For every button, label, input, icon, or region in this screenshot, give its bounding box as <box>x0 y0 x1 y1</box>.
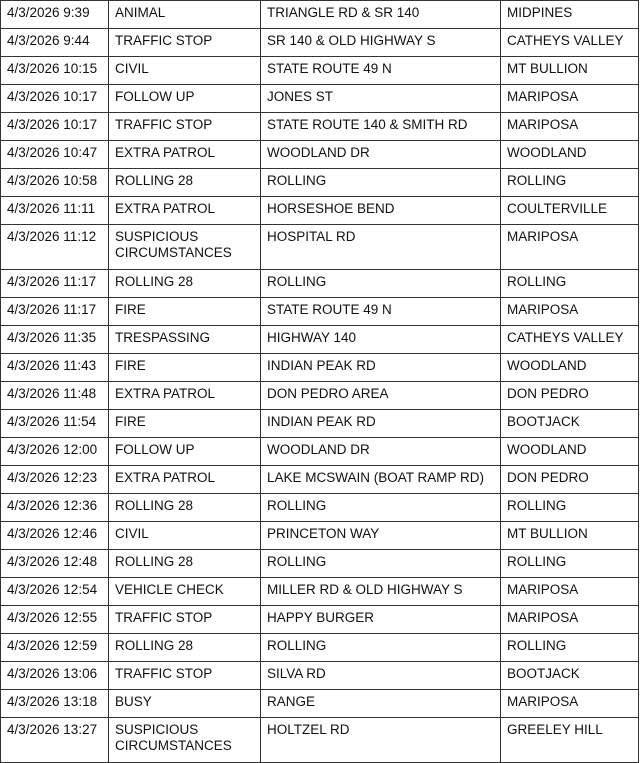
call-type-cell: ROLLING 28 <box>109 634 261 662</box>
location-cell: ROLLING <box>261 494 501 522</box>
call-type-cell: ROLLING 28 <box>109 550 261 578</box>
location-cell: HAPPY BURGER <box>261 606 501 634</box>
table-row <box>1 662 639 690</box>
call-type-cell: TRAFFIC STOP <box>109 606 261 634</box>
time-cell: 4/3/2026 10:47 <box>1 141 109 169</box>
time-cell: 4/3/2026 11:48 <box>1 382 109 410</box>
time-cell: 4/3/2026 11:35 <box>1 326 109 354</box>
table-row <box>1 522 639 550</box>
time-cell: 4/3/2026 12:00 <box>1 438 109 466</box>
area-cell: MT BULLION <box>501 522 639 550</box>
location-cell: ROLLING <box>261 169 501 197</box>
location-cell: MILLER RD & OLD HIGHWAY S <box>261 578 501 606</box>
location-cell: TRIANGLE RD & SR 140 <box>261 1 501 29</box>
call-type-cell: FIRE <box>109 410 261 438</box>
call-type-cell: TRAFFIC STOP <box>109 113 261 141</box>
time-cell: 4/3/2026 12:23 <box>1 466 109 494</box>
time-cell: 4/3/2026 9:39 <box>1 1 109 29</box>
location-cell: WOODLAND DR <box>261 438 501 466</box>
location-cell: INDIAN PEAK RD <box>261 354 501 382</box>
table-row <box>1 578 639 606</box>
time-cell: 4/3/2026 12:55 <box>1 606 109 634</box>
area-cell: ROLLING <box>501 550 639 578</box>
area-cell: MARIPOSA <box>501 690 639 718</box>
area-cell: WOODLAND <box>501 141 639 169</box>
call-type-cell: CIVIL <box>109 57 261 85</box>
location-cell: HOSPITAL RD <box>261 225 501 270</box>
time-cell: 4/3/2026 9:44 <box>1 29 109 57</box>
location-cell: HORSESHOE BEND <box>261 197 501 225</box>
area-cell: MIDPINES <box>501 1 639 29</box>
location-cell: STATE ROUTE 49 N <box>261 57 501 85</box>
table-row <box>1 382 639 410</box>
location-cell: RANGE <box>261 690 501 718</box>
area-cell: COULTERVILLE <box>501 197 639 225</box>
time-cell: 4/3/2026 11:12 <box>1 225 109 270</box>
call-type-cell: BUSY <box>109 690 261 718</box>
table-row <box>1 550 639 578</box>
time-cell: 4/3/2026 10:17 <box>1 85 109 113</box>
table-row <box>1 85 639 113</box>
table-row <box>1 326 639 354</box>
call-type-cell: FIRE <box>109 298 261 326</box>
time-cell: 4/3/2026 11:17 <box>1 298 109 326</box>
time-cell: 4/3/2026 10:17 <box>1 113 109 141</box>
location-cell: HIGHWAY 140 <box>261 326 501 354</box>
table-row <box>1 634 639 662</box>
location-cell: SR 140 & OLD HIGHWAY S <box>261 29 501 57</box>
area-cell: MARIPOSA <box>501 113 639 141</box>
call-type-cell: TRAFFIC STOP <box>109 29 261 57</box>
call-type-cell: ROLLING 28 <box>109 270 261 298</box>
area-cell: MARIPOSA <box>501 578 639 606</box>
location-cell: WOODLAND DR <box>261 141 501 169</box>
area-cell: BOOTJACK <box>501 410 639 438</box>
area-cell: ROLLING <box>501 634 639 662</box>
location-cell: ROLLING <box>261 270 501 298</box>
area-cell: CATHEYS VALLEY <box>501 326 639 354</box>
area-cell: WOODLAND <box>501 438 639 466</box>
call-type-cell: VEHICLE CHECK <box>109 578 261 606</box>
time-cell: 4/3/2026 12:54 <box>1 578 109 606</box>
table-row <box>1 410 639 438</box>
area-cell: MARIPOSA <box>501 85 639 113</box>
table-row <box>1 113 639 141</box>
time-cell: 4/3/2026 10:58 <box>1 169 109 197</box>
table-row <box>1 466 639 494</box>
area-cell: ROLLING <box>501 270 639 298</box>
location-cell: LAKE MCSWAIN (BOAT RAMP RD) <box>261 466 501 494</box>
call-type-cell: CIVIL <box>109 522 261 550</box>
location-cell: SILVA RD <box>261 662 501 690</box>
table-row <box>1 690 639 718</box>
table-row <box>1 225 639 270</box>
area-cell: MARIPOSA <box>501 298 639 326</box>
call-type-cell: EXTRA PATROL <box>109 141 261 169</box>
table-row <box>1 57 639 85</box>
time-cell: 4/3/2026 11:11 <box>1 197 109 225</box>
area-cell: ROLLING <box>501 494 639 522</box>
call-type-cell: ROLLING 28 <box>109 169 261 197</box>
call-type-cell: FIRE <box>109 354 261 382</box>
table-row <box>1 298 639 326</box>
time-cell: 4/3/2026 11:54 <box>1 410 109 438</box>
time-cell: 4/3/2026 11:17 <box>1 270 109 298</box>
call-type-cell: TRESPASSING <box>109 326 261 354</box>
time-cell: 4/3/2026 12:48 <box>1 550 109 578</box>
location-cell: PRINCETON WAY <box>261 522 501 550</box>
table-row <box>1 169 639 197</box>
area-cell: DON PEDRO <box>501 382 639 410</box>
time-cell: 4/3/2026 13:18 <box>1 690 109 718</box>
call-type-cell: FOLLOW UP <box>109 438 261 466</box>
area-cell: CATHEYS VALLEY <box>501 29 639 57</box>
location-cell: INDIAN PEAK RD <box>261 410 501 438</box>
table-row <box>1 1 639 29</box>
time-cell: 4/3/2026 10:15 <box>1 57 109 85</box>
time-cell: 4/3/2026 13:06 <box>1 662 109 690</box>
table-row <box>1 141 639 169</box>
call-type-cell: EXTRA PATROL <box>109 466 261 494</box>
table-row <box>1 354 639 382</box>
incident-log-body <box>1 1 639 763</box>
time-cell: 4/3/2026 12:46 <box>1 522 109 550</box>
table-row <box>1 270 639 298</box>
location-cell: STATE ROUTE 49 N <box>261 298 501 326</box>
location-cell: JONES ST <box>261 85 501 113</box>
location-cell: ROLLING <box>261 634 501 662</box>
area-cell: BOOTJACK <box>501 662 639 690</box>
area-cell: MARIPOSA <box>501 606 639 634</box>
call-type-cell: TRAFFIC STOP <box>109 662 261 690</box>
call-type-cell: SUSPICIOUS CIRCUMSTANCES <box>109 718 261 763</box>
call-type-cell: FOLLOW UP <box>109 85 261 113</box>
area-cell: GREELEY HILL <box>501 718 639 763</box>
area-cell: MARIPOSA <box>501 225 639 270</box>
call-type-cell: EXTRA PATROL <box>109 382 261 410</box>
call-type-cell: ROLLING 28 <box>109 494 261 522</box>
table-row <box>1 494 639 522</box>
table-row <box>1 606 639 634</box>
time-cell: 4/3/2026 12:36 <box>1 494 109 522</box>
area-cell: DON PEDRO <box>501 466 639 494</box>
location-cell: ROLLING <box>261 550 501 578</box>
call-type-cell: ANIMAL <box>109 1 261 29</box>
table-row <box>1 438 639 466</box>
location-cell: DON PEDRO AREA <box>261 382 501 410</box>
call-type-cell: SUSPICIOUS CIRCUMSTANCES <box>109 225 261 270</box>
time-cell: 4/3/2026 13:27 <box>1 718 109 763</box>
area-cell: MT BULLION <box>501 57 639 85</box>
time-cell: 4/3/2026 11:43 <box>1 354 109 382</box>
location-cell: STATE ROUTE 140 & SMITH RD <box>261 113 501 141</box>
table-row <box>1 197 639 225</box>
area-cell: WOODLAND <box>501 354 639 382</box>
table-row <box>1 29 639 57</box>
table-row <box>1 718 639 763</box>
time-cell: 4/3/2026 12:59 <box>1 634 109 662</box>
location-cell: HOLTZEL RD <box>261 718 501 763</box>
area-cell: ROLLING <box>501 169 639 197</box>
call-type-cell: EXTRA PATROL <box>109 197 261 225</box>
